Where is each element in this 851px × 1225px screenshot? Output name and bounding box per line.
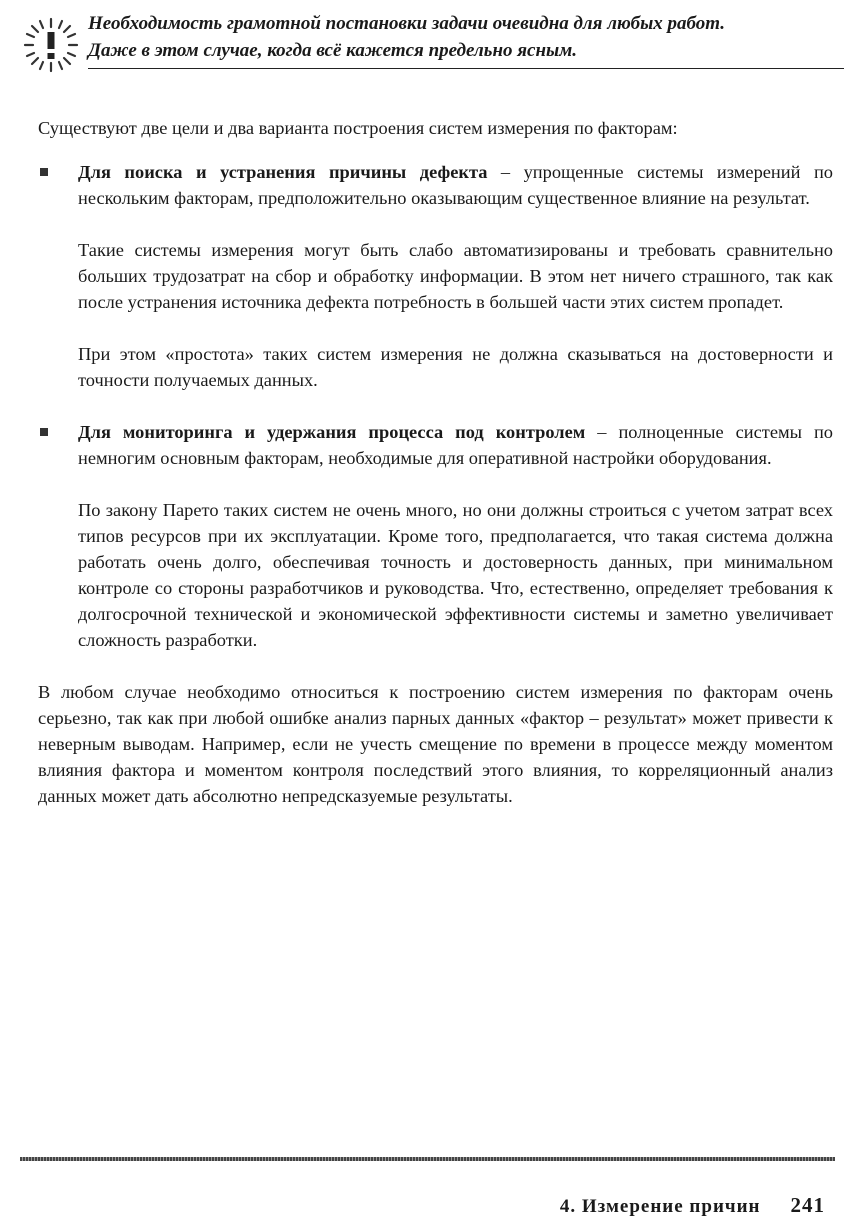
bullet-item-monitoring xyxy=(38,419,833,653)
bullet-description: – упрощенные системы измерений по нескольким факторам, предположительно оказывающим существенное влияние на результат. xyxy=(78,162,833,208)
header-line-1: Необходимость грамотной постановки задачи очевидна для любых работ. xyxy=(88,13,725,34)
bullet-paragraph: По закону Парето таких систем не очень много, но они должны строиться с учетом затрат всех типов ресурсов при их эксплуатации. Кроме того, предполагается, что такая система должна работать очень долго, обеспечивая точность и достоверность данных, при минимальном контроле со стороны разработчиков и руководства. Что, естественно, определяет требования к долгосрочной технической и экономической эффективности системы и заметно увеличивает сложность разработки. xyxy=(78,500,833,650)
exclamation-burst-icon xyxy=(22,16,80,74)
footer-divider xyxy=(20,1157,835,1161)
page-footer xyxy=(560,1193,825,1218)
square-bullet-icon xyxy=(40,428,48,436)
bullet-description: – полноценные системы по немногим основным факторам, необходимые для оперативной настройки оборудования. xyxy=(78,422,833,468)
bullet-heading: Для поиска и устранения причины дефекта xyxy=(78,162,488,182)
page-header xyxy=(22,10,822,70)
closing-paragraph: В любом случае необходимо относиться к построению систем измерения по факторам очень серьезно, так как при любой ошибке анализ парных данных «фактор – результат» может привести к неверным выводам. Например, если не учесть смещение по времени в процессе между моментом влияния фактора и моментом контроля последствий этого влияния, то корреляционный анализ данных может дать абсолютно непредсказуемые результаты. xyxy=(38,682,833,806)
bullet-lead-paragraph xyxy=(78,419,833,471)
bullet-heading: Для мониторинга и удержания процесса под контролем xyxy=(78,422,586,442)
header-callout xyxy=(88,10,828,64)
chapter-title: 4. Измерение причин xyxy=(559,1196,761,1217)
header-line-2: Даже в этом случае, когда всё кажется предельно ясным. xyxy=(88,40,577,61)
bullet-lead-paragraph xyxy=(78,159,833,211)
square-bullet-icon xyxy=(40,168,48,176)
intro-paragraph: Существуют две цели и два варианта построения систем измерения по факторам: xyxy=(38,118,678,138)
header-divider xyxy=(88,68,844,69)
main-text xyxy=(38,115,833,809)
page-number: 241 xyxy=(790,1193,825,1217)
bullet-paragraph: Такие системы измерения могут быть слабо автоматизированы и требовать сравнительно больших трудозатрат на сбор и обработку информации. В этом нет ничего страшного, так как после устранения источника дефекта потребность в большей части этих систем пропадет. xyxy=(78,240,833,312)
bullet-paragraph: При этом «простота» таких систем измерения не должна сказываться на достоверности и точности получаемых данных. xyxy=(78,344,833,390)
bullet-item-defect xyxy=(38,159,833,393)
